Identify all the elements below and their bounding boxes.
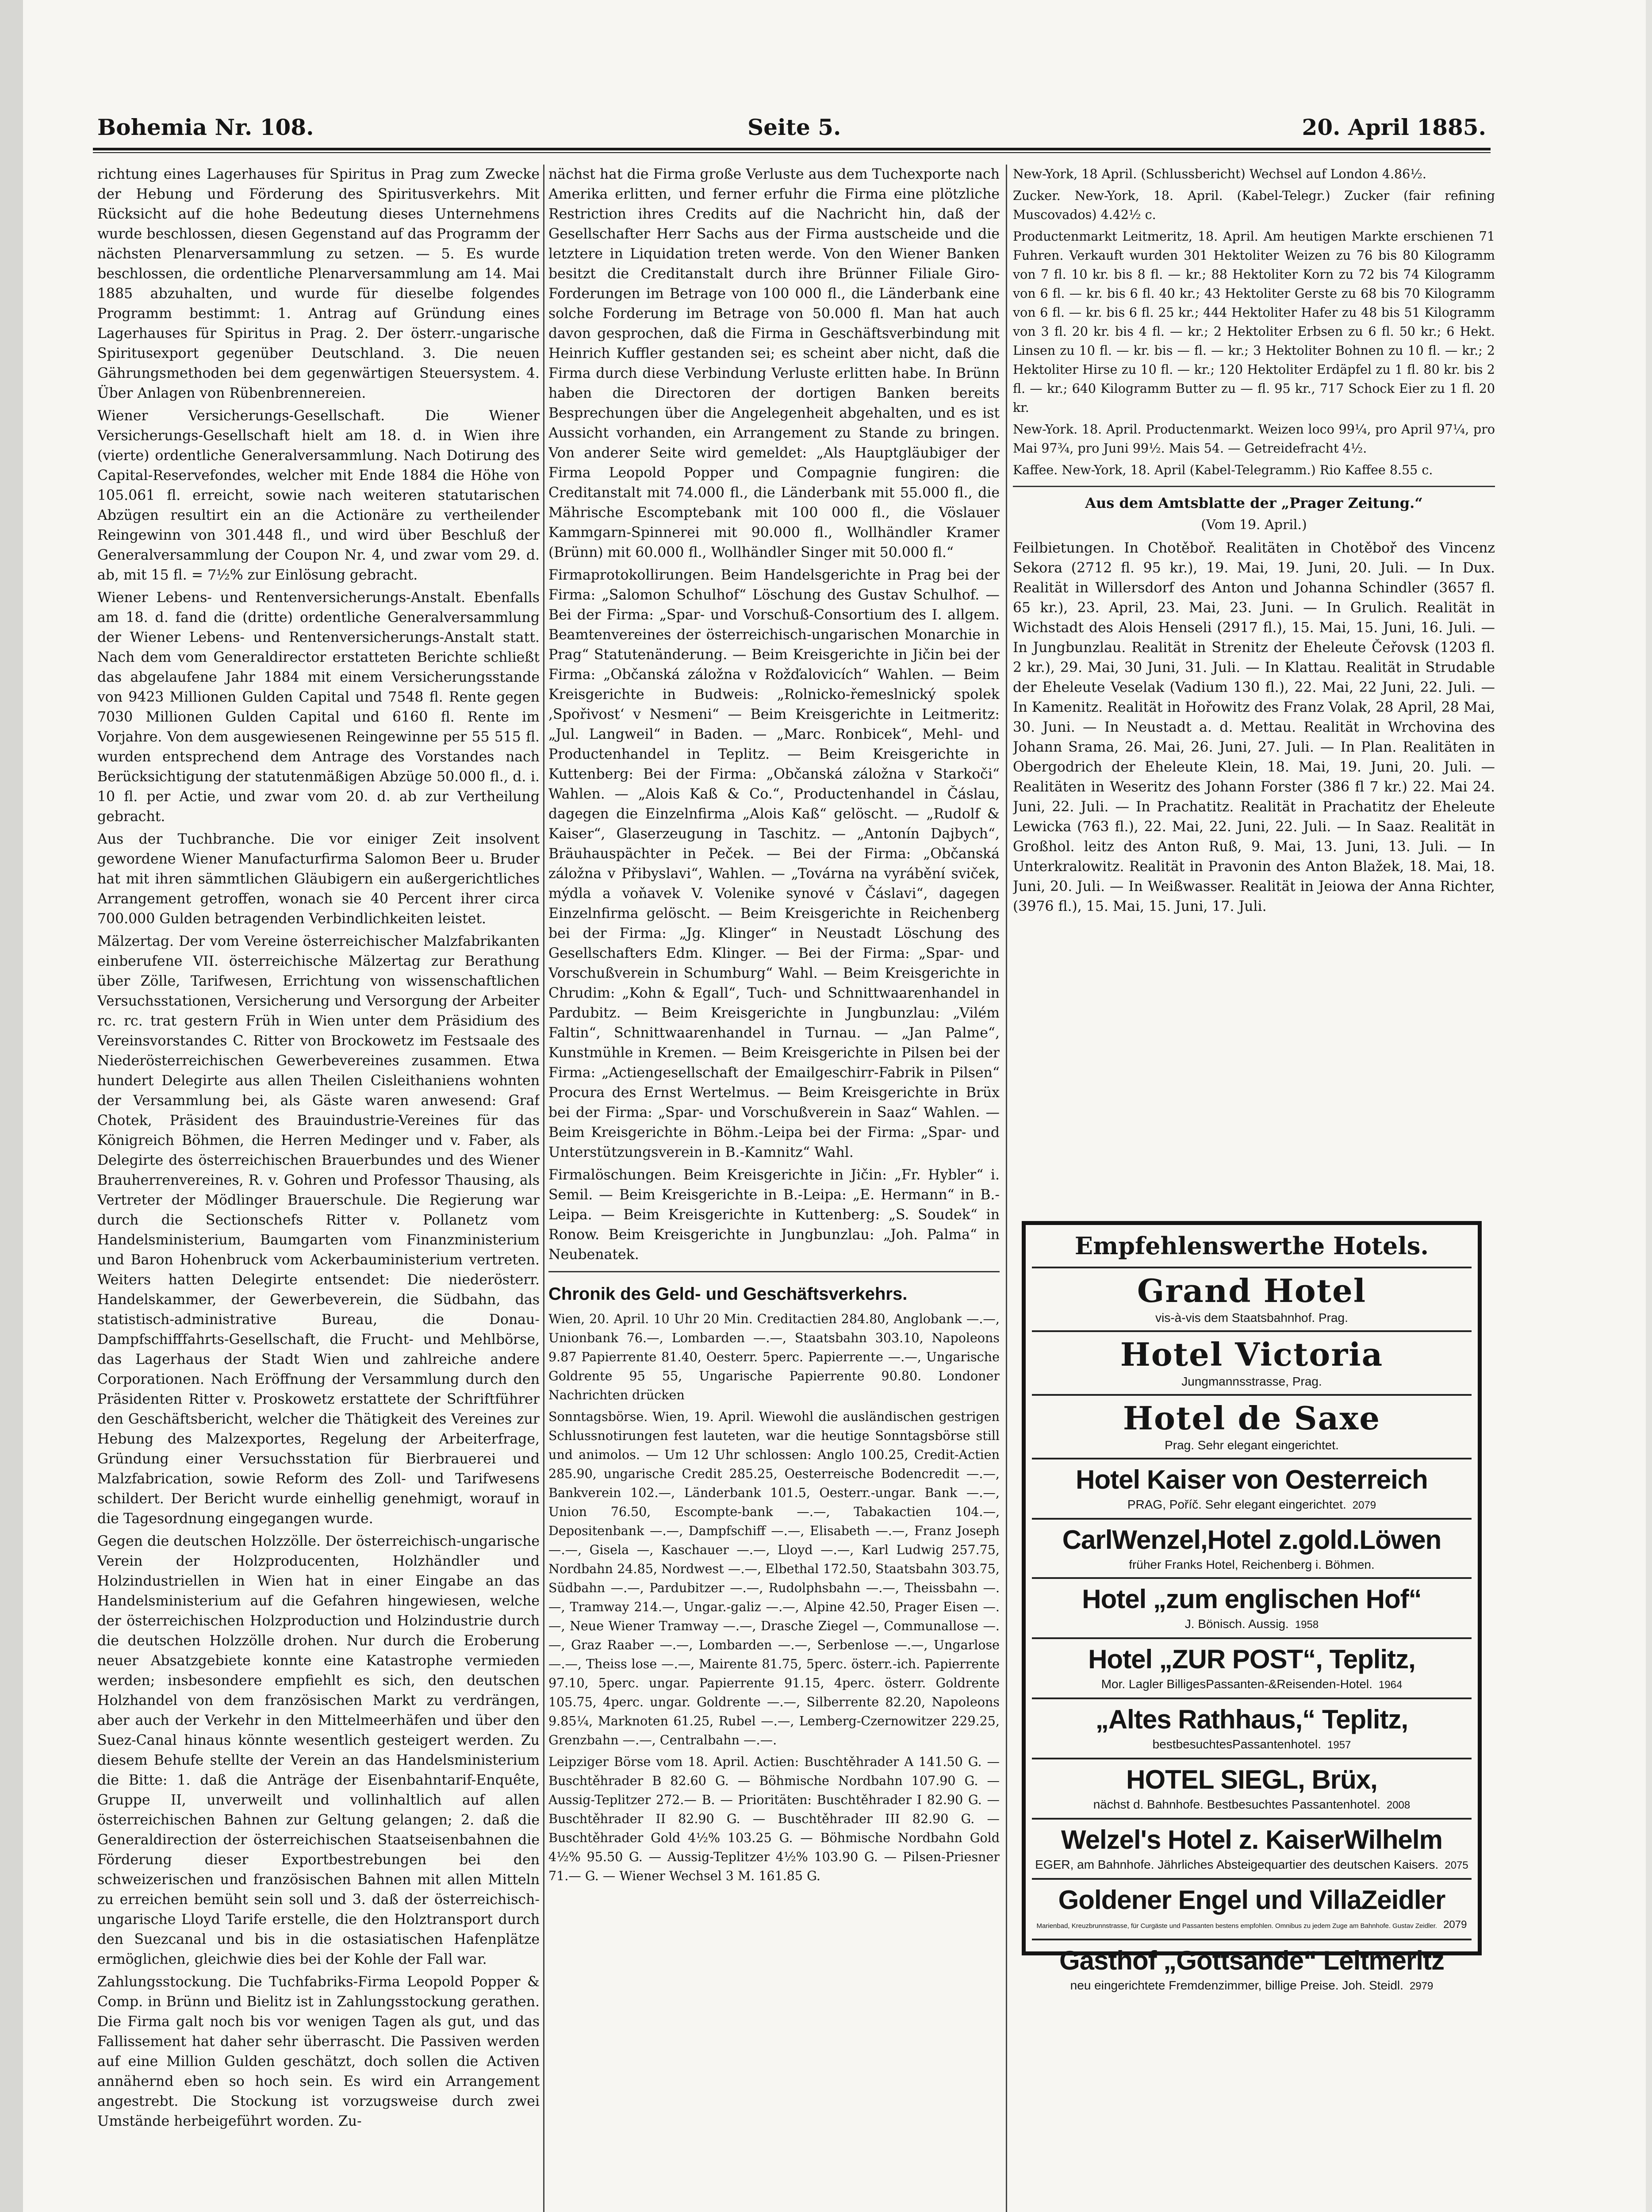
hotel-ad-name: „Altes Rathhaus,“ Teplitz, — [1095, 1705, 1408, 1734]
chronik-wien: Wien, 20. April. 10 Uhr 20 Min. Creditactien 284.80, Anglobank —.—, Unionbank 76.—, Lombarden —.—, Staatsbahn 303.10, Napoleons 9.87 Papierrente 81.40, Oesterr. 5perc. Papierrente —.—, Ungarische Goldrente 95 55, Ungarische Papierrente 90.80. Londoner Nachrichten drücken — [548, 1312, 1000, 1402]
hotel-ad-text: vis-à-vis dem Staatsbahnhof. Prag. — [1155, 1311, 1348, 1325]
chronik-leipzig: Leipziger Börse vom 18. April. Actien: Buschtěhrader A 141.50 G. — Buschtěhrader B 82.60 G. — Böhmische Nordbahn 107.90 G. — Aussig-Teplitzer 272.— B. — Prioritäten: Buschtěhrader I 82.90 G. — Buschtěhrader II 82.90 G. — Buschtěhrader III 82.90 G. — Buschtěhrader Gold 4½% 103.25 G. — Böhmische Nordbahn Gold 4½% 95.50 G. — Aussig-Teplitzer 4½% 103.90 G. — Pilsen-Priesner 71.— G. — Wiener Wechsel 3 M. 161.85 G. — [548, 1755, 1000, 1883]
hotel-ads-list — [1032, 1268, 1472, 1999]
hotel-ad-name: Hotel de Saxe — [1123, 1399, 1381, 1437]
amtsblatt-heading: Aus dem Amtsblatte der „Prager Zeitung.“ — [1085, 495, 1423, 511]
article-spiritus: richtung eines Lagerhauses für Spiritus in Prag zum Zwecke der Hebung und Förderung des Spiritusverkehrs. Mit Rücksicht auf die hohe Bedeutung dieses Unternehmens wurde beschlossen, diesen Gegenstand auf das Programm der nächsten Plenarversammlung zu setzen. — 5. Es wurde beschlossen, die ordentliche Plenarversammlung am 14. Mai 1885 abzuhalten, und wurde für dieselbe folgendes Programm bestimmt: 1. Antrag auf Gründung eines Lagerhauses für Spiritus in Prag. 2. Der österr.-ungarische Spiritusexport gegenüber Deutschland. 3. Die neuen Gährungsmethoden bei dem gegenwärtigen Steuersystem. 4. Über Anlagen von Rübenbrennereien. — [97, 166, 540, 401]
hotel-ad — [1032, 1332, 1472, 1396]
hotel-ad-number: 1957 — [1327, 1739, 1351, 1751]
issue-label: Bohemia Nr. 108. — [97, 114, 314, 140]
hotel-ad-text: Marienbad, Kreuzbrunnstrasse, für Curgäste und Passanten bestens empfohlen. Omnibus zu jedem Zuge am Bahnhofe. Gustav Zeidler. — [1036, 1922, 1437, 1930]
hotel-ad-text: bestbesuchtesPassantenhotel. — [1152, 1737, 1321, 1751]
market-zucker: Zucker. New-York, 18. April. (Kabel-Telegr.) Zucker (fair refining Muscovados) 4.42½ c. — [1013, 188, 1495, 222]
hotel-ad-line — [1032, 1437, 1472, 1453]
hotel-ad-number: 2079 — [1352, 1499, 1376, 1511]
header-rule — [93, 148, 1491, 150]
hotel-ad — [1032, 1759, 1472, 1820]
hotel-ad-number: 2079 — [1443, 1919, 1467, 1931]
hotel-ad-text: J. Bönisch. Aussig. — [1184, 1617, 1289, 1631]
hotel-ad-line — [1032, 1978, 1472, 1994]
hotel-ad-name: Hotel Kaiser von Oesterreich — [1076, 1465, 1428, 1494]
market-newyork-wechsel: New-York, 18 April. (Schlussbericht) Wechsel auf London 4.86½. — [1013, 167, 1426, 181]
hotel-ad-text: nächst d. Bahnhofe. Bestbesuchtes Passantenhotel. — [1093, 1797, 1380, 1811]
scan-edge-right — [1646, 0, 1652, 2212]
hotel-ad — [1032, 1639, 1472, 1699]
hotel-ad-name: CarlWenzel,Hotel z.gold.Löwen — [1062, 1525, 1441, 1555]
column-1 — [97, 165, 540, 2212]
hotel-ad — [1032, 1940, 1472, 1999]
article-tuchbranche: Aus der Tuchbranche. Die vor einiger Zeit insolvent gewordene Wiener Manufacturfirma Salomon Beer u. Bruder hat mit ihren sämmtlichen Gläubigern ein außergerichtliches Arrangement getroffen, wonach sie 40 Percent ihrer circa 700.000 Gulden betragenden Verbindlichkeiten leistet. — [97, 831, 540, 927]
hotel-ad-number: 1958 — [1295, 1619, 1319, 1631]
hotel-ad-text: Jungmannsstrasse, Prag. — [1181, 1375, 1322, 1388]
hotel-ad — [1032, 1820, 1472, 1880]
hotel-ad-line — [1032, 1557, 1472, 1573]
article-firmaloeschungen: Firmalöschungen. Beim Kreisgerichte in Jičin: „Fr. Hybler“ i. Semil. — Beim Kreisgerichte in B.-Leipa: „E. Hermann“ in B.-Leipa. — Beim Kreisgerichte in Kuttenberg: „S. Soudek“ in Ronow. Beim Kreisgerichte in Jungbunzlau: „Joh. Palma“ in Neubenatek. — [548, 1167, 1000, 1263]
article-popper-continued: nächst hat die Firma große Verluste aus dem Tuchexporte nach Amerika erlitten, und ferner erfuhr die Firma eine plötzliche Restriction ihres Credits auf die Nachricht hin, daß der Gesellschafter Herr Sachs aus der Firma austscheide und die letztere in Liquidation treten werde. Von den Wiener Banken besitzt die Creditanstalt durch ihre Brünner Filiale Giro-Forderungen im Betrage von 100 000 fl., die Länderbank eine solche Forderung im Betrage von 50.000 fl. Man hat auch davon gesprochen, daß die Firma in Geschäftsverbindung mit Heinrich Kuffler gestanden sei; es scheint aber nicht, daß die Firma durch diese Verbindung Verluste erlitten habe. In Brünn haben die Directoren der dortigen Banken bereits Besprechungen über die Angelegenheit abgehalten, und es ist Aussicht vorhanden, ein Arrangement zu Stande zu bringen. Von anderer Seite wird gemeldet: „Als Hauptgläubiger der Firma Leopold Popper und Compagnie fungiren: die Creditanstalt mit 74.000 fl., die Länderbank mit 55.000 fl., die Mährische Escomptebank mit 100 000 fl., die Vöslauer Kammgarn-Spinnerei mit 90.000 fl., Wollhändler Kramer (Brünn) mit 60.000 fl., Wollhändler Singer mit 50.000 fl.“ — [548, 166, 1000, 561]
hotel-ad-number: 1964 — [1378, 1679, 1403, 1691]
column-2 — [548, 165, 1000, 2212]
hotel-ad — [1032, 1880, 1472, 1940]
hotel-ad-line — [1032, 1616, 1472, 1633]
scan-edge-left — [0, 0, 23, 2212]
hotel-ad-name: Hotel „zum englischen Hof“ — [1082, 1584, 1422, 1614]
page-number: Seite 5. — [747, 114, 841, 140]
hotel-ad-text: neu eingerichtete Fremdenzimmer, billige Preise. Joh. Steidl. — [1070, 1978, 1403, 1992]
market-kaffee: Kaffee. New-York, 18. April (Kabel-Telegramm.) Rio Kaffee 8.55 c. — [1013, 463, 1433, 477]
hotel-ad-number: 2979 — [1409, 1980, 1434, 1992]
hotel-ad-line — [1032, 1497, 1472, 1513]
section-divider — [1013, 486, 1495, 487]
hotel-ad-line — [1032, 1736, 1472, 1753]
hotel-ad-number: 2075 — [1445, 1859, 1468, 1871]
chronik-sonntagsboerse: Sonntagsbörse. Wien, 19. April. Wiewohl die ausländischen gestrigen Schlussnotirungen fest lauteten, war die heutige Sonntagsbörse still und animolos. — Um 12 Uhr schlossen: Anglo 100.25, Credit-Actien 285.90, ungarische Credit 285.25, Oesterreische Bodencredit —.—, Bankverein 102.—, Länderbank 101.5, Oesterr.-ungar. Bank —.—, Union 76.50, Escompte-bank —.—, Tabakactien 104.—, Depositenbank —.—, Dampfschiff —.—, Elisabeth —.—, Franz Joseph —.—, Gisela —, Kaschauer —.—, Lloyd —.—, Karl Ludwig 257.75, Nordbahn 24.85, Nordwest —.—, Elbethal 172.50, Staatsbahn 303.75, Südbahn —.—, Pardubitzer —.—, Rudolphsbahn —.—, Theissbahn —.—, Tramway 214.—, Ungar.-galiz —.—, Alpine 42.50, Prager Eisen —.—, Neue Wiener Tramway —.—, Drasche Ziegel —, Communallose —.—, Graz Raaber —.—, Lombarden —.—, Serbenlose —.—, Ungarlose —.—, Theiss lose —.—, Mairente 81.75, 5perc. österr.-ich. Papierrente 97.10, 5perc. ungar. Papierrente 91.15, 4perc. österr. Goldrente 105.75, 4perc. ungar. Goldrente —.—, Silberrente 82.20, Napoleons 9.85¼, Marknoten 61.25, Rubel —.—, Lemberg-Czernowitzer 229.25, Grenzbahn —.—, Centralbahn —.—. — [548, 1409, 1000, 1747]
article-wiener-versicherung: Wiener Versicherungs-Gesellschaft. Die Wiener Versicherungs-Gesellschaft hielt am 18. d. in Wien ihre (vierte) ordentliche Generalversammlung. Nach Dotirung des Capital-Reservefondes, welcher mit Ende 1884 die Höhe von 105.061 fl. erreicht, sowie nach weiteren statutarischen Abzügen resultirt ein an die Actionäre zu vertheilender Reingewinn von 301.448 fl., und wird über Beschluß der Generalversammlung der Coupon Nr. 4, und zwar vom 29. d. ab, mit 15 fl. = 7½% zur Einlösung gebracht. — [97, 408, 540, 583]
hotel-ad-name: Hotel „ZUR POST“, Teplitz, — [1088, 1644, 1415, 1674]
hotel-ad-name: Goldener Engel und VillaZeidler — [1058, 1885, 1445, 1915]
hotel-ad-text: Mor. Lagler BilligesPassanten-&Reisenden-Hotel. — [1101, 1677, 1372, 1691]
hotel-ad-line — [1032, 1917, 1472, 1934]
hotel-ads-title: Empfehlenswerthe Hotels. — [1032, 1229, 1472, 1268]
article-maelzertag: Mälzertag. Der vom Vereine österreichischer Malzfabrikanten einberufene VII. österreichische Mälzertag zur Berathung über Zölle, Tarifwesen, Errichtung von wissenschaftlichen Versuchsstationen, Versicherung und Versorgung der Arbeiter rc. rc. trat gestern Früh in Wien unter dem Präsidium des Vereinsvorstandes C. Ritter von Brockowetz im Festsaale des Niederösterreichischen Gewerbevereines zusammen. Etwa hundert Delegirte aus allen Theilen Cisleithaniens wohnten der Versammlung bei, als Gäste waren anwesend: Graf Chotek, Präsident des Brauindustrie-Vereines für das Königreich Böhmen, die Herren Medinger und v. Faber, als Delegirte des österreichischen Brauerbundes und des Wiener Brauherrenvereines, R. v. Gohren und Professor Thausing, als Vertreter der Mödlinger Brauerschule. Die Regierung war durch die Sectionschefs Ritter v. Pollanetz vom Handelsministerium, Baumgarten vom Finanzministerium und Baron Hohenbruck vom Ackerbauministerium vertreten. Weiters hatten Delegirte entsendet: Die niederösterr. Handelskammer, der Gewerbeverein, die Südbahn, das statistisch-administrative Bureau, die Donau-Dampfschifffahrts-Gesellschaft, die Frucht- und Mehlbörse, das Lagerhaus der Stadt Wien und zahlreiche andere Corporationen. Nach Eröffnung der Versammlung durch den Präsidenten Ritter v. Proskowetz erstattete der Schriftführer den Geschäftsbericht, welcher die Thätigkeit des Vereines zur Hebung des Malzexportes, Regelung der Arbeiterfrage, Gründung einer Versuchsstation für Bierbrauerei und Malzfabrication, sowie Reform des Zoll- und Tarifwesens schildert. Der Bericht wurde einhellig genehmigt, worauf in die Tagesordnung eingegangen wurde. — [97, 933, 540, 1527]
hotel-ad-name: HOTEL SIEGL, Brüx, — [1126, 1765, 1377, 1794]
hotel-ad-line — [1032, 1310, 1472, 1326]
column-divider-2 — [1006, 165, 1007, 2212]
feilbietungen-list: Feilbietungen. In Chotěboř. Realitäten in Chotěboř des Vincenz Sekora (2712 fl. 95 kr.), 19. Mai, 19. Juni, 20. Juli. — In Dux. Realität in Willersdorf des Anton und Johanna Schindler (3657 fl. 65 kr.), 23. April, 23. Mai, 23. Juni. — In Grulich. Realität in Wichstadt des Alois Henseli (2917 fl.), 15. Mai, 15. Juni, 16. Juli. — In Jungbunzlau. Realität in Strenitz der Eheleute Čeřovsk (1203 fl. 2 kr.), 29. Mai, 30 Juni, 31. Juli. — In Klattau. Realität in Strudable der Eheleute Veselak (Vadium 130 fl.), 22. Mai, 22 Juni, 22. Juli. — In Kamenitz. Realität in Hořowitz des Franz Volak, 28 April, 28 Mai, 30. Juni. — In Neustadt a. d. Mettau. Realität in Wrchovina des Johann Srama, 26. Mai, 26. Juni, 27. Juli. — In Plan. Realitäten in Obergodrich der Eheleute Klein, 18. Mai, 19. Juni, 20. Juli. — Realitäten in Weseritz des Johann Forster (386 fl 7 kr.) 22. Mai 24. Juni, 22. Juli. — In Prachatitz. Realität in Prachatitz der Eheleute Lewicka (763 fl.), 22. Mai, 22. Juni, 22. Juli. — In Saaz. Realität in Großhol. leitz des Anton Ruß, 9. Mai, 13. Juni, 13. Juli. — In Unterkralowitz. Realität in Pravonin des Anton Blažek, 18. Mai, 18. Juni, 20. Juli. — In Weißwasser. Realität in Jeiowa der Anna Richter, (3976 fl.), 15. Mai, 15. Juni, 17. Juli. — [1013, 540, 1495, 914]
hotel-ad — [1032, 1396, 1472, 1459]
hotel-ads-box — [1022, 1221, 1482, 1992]
hotel-ad-text: Prag. Sehr elegant eingerichtet. — [1165, 1438, 1339, 1452]
hotel-ad-number: 2008 — [1386, 1799, 1411, 1811]
hotel-ad — [1032, 1459, 1472, 1520]
hotel-ad-text: EGER, am Bahnhofe. Jährliches Absteigequartier des deutschen Kaisers. — [1035, 1858, 1439, 1871]
hotel-ad-name: Hotel Victoria — [1120, 1336, 1384, 1373]
section-divider — [548, 1271, 1000, 1272]
hotel-ad-text: PRAG, Poříč. Sehr elegant eingerichtet. — [1127, 1498, 1346, 1511]
hotel-ad — [1032, 1579, 1472, 1639]
hotel-ad-line — [1032, 1797, 1472, 1813]
hotel-ad-name: Welzel's Hotel z. KaiserWilhelm — [1061, 1825, 1442, 1855]
header-rule-thin — [93, 152, 1491, 153]
hotel-ad-line — [1032, 1374, 1472, 1390]
article-firmaprotokollirungen: Firmaprotokollirungen. Beim Handelsgerichte in Prag bei der Firma: „Salomon Schulhof“ Löschung des Gustav Schulhof. — Bei der Firma: „Spar- und Vorschuß-Consortium des I. allgem. Beamtenvereines der österreichisch-ungarischen Monarchie in Prag“ Statutenänderung. — Beim Kreisgerichte in Jičin bei der Firma: „Občanská záložna v Rožďalovicích“ Wahlen. — Beim Kreisgerichte in Budweis: „Rolnicko-řemeslnický spolek ,Spořivost‘ v Nesmeni“ — Beim Kreisgerichte in Leitmeritz: „Jul. Langweil“ in Baden. — „Marc. Ronbicek“, Mehl- und Productenhandel in Teplitz. — Beim Kreisgerichte in Kuttenberg: Bei der Firma: „Občanská záložna v Starkoči“ Wahlen. — „Alois Kaß & Co.“, Productenhandel in Čáslau, dagegen die Einzelnfirma „Alois Kaß“ gelöscht. — „Rudolf & Kaiser“, Glaserzeugung in Taschitz. — „Antonín Dajbych“, Bräuhauspächter in Peček. — Bei der Firma: „Občanská záložna v Přibyslavi“, Wahlen. — „Továrna na vyrábění sviček, mýdla a voňavek V. Volenike synové v Čáslavi“, dagegen Einzelnfirma gelöscht. — Beim Kreisgerichte in Reichenberg bei der Firma: „Jg. Klinger“ in Neustadt Löschung des Gesellschafters Edm. Klinger. — Bei der Firma: „Spar- und Vorschußverein in Schumburg“ Wahl. — Beim Kreisgerichte in Chrudim: „Kohn & Egall“, Tuch- und Schnittwaarenhandel in Pardubitz. — Beim Kreisgerichte in Jungbunzlau: „Vilém Faltin“, Schnittwaarenhandel in Turnau. — „Jan Palme“, Kunstmühle in Kremen. — Beim Kreisgerichte in Pilsen bei der Firma: „Actiengesellschaft der Emailgeschirr-Fabrik in Pilsen“ Procura des Ernst Wertelmus. — Beim Kreisgerichte in Brüx bei der Firma: „Spar- und Vorschußverein in Saaz“ Wahlen. — Beim Kreisgerichte in Böhm.-Leipa bei der Firma: „Spar- und Unterstützungsverein in B.-Kamnitz“ Wahl. — [548, 567, 1000, 1160]
hotel-ad-name: Gasthof „Gottsande“ Leitmeritz — [1059, 1946, 1445, 1975]
chronik-heading: Chronik des Geld- und Geschäftsverkehrs. — [548, 1284, 908, 1304]
hotel-ad — [1032, 1520, 1472, 1579]
hotel-ad-line — [1032, 1857, 1472, 1874]
hotel-ad — [1032, 1268, 1472, 1332]
hotel-ad — [1032, 1699, 1472, 1759]
hotel-ad-line — [1032, 1676, 1472, 1693]
amtsblatt-date: (Vom 19. April.) — [1201, 517, 1307, 533]
article-zahlungsstockung: Zahlungsstockung. Die Tuchfabriks-Firma Leopold Popper & Comp. in Brünn und Bielitz ist in Zahlungsstockung gerathen. Die Firma galt noch bis vor wenigen Tagen als gut, und das Fallissement hat daher sehr überrascht. Die Passiven werden auf eine Million Gulden geschätzt, doch sollen die Activen annähernd eben so hoch sein. Es wird ein Arrangement angestrebt. Die Stockung ist vorzugsweise durch zwei Umstände herbeigeführt worden. Zu- — [97, 1974, 540, 2129]
page-header — [97, 114, 1486, 145]
market-newyork-produkte: New-York. 18. April. Productenmarkt. Weizen loco 99¼, pro April 97¼, pro Mai 97¾, pro Juni 99½. Mais 54. — Getreidefracht 4½. — [1013, 422, 1495, 456]
hotel-ad-name: Grand Hotel — [1137, 1272, 1367, 1310]
article-lebensversicherung: Wiener Lebens- und Rentenversicherungs-Anstalt. Ebenfalls am 18. d. fand die (dritte) ordentliche Generalversammlung der Wiener Lebens- und Rentenversicherungs-Anstalt statt. Nach dem vom Generaldirector erstatteten Berichte schließt das abgelaufene Jahr 1884 mit einem Versicherungsstande von 9423 Millionen Gulden Capital und 7548 fl. Rente gegen 7030 Millionen Gulden Capital und 6160 fl. Rente im Vorjahre. Von dem ausgewiesenen Reingewinne per 55 515 fl. wurden entsprechend dem Antrage des Vorstandes nach Berücksichtigung der statutenmäßigen Abzüge 50.000 fl., d. i. 10 fl. per Actie, und zwar vom 20. d. ab zur Vertheilung gebracht. — [97, 590, 540, 825]
issue-date: 20. April 1885. — [1302, 114, 1486, 140]
article-holzzoelle: Gegen die deutschen Holzzölle. Der österreichisch-ungarische Verein der Holzproducenten, Holzhändler und Holzindustriellen in Wien hat in einer Eingabe an das Handelsministerium auf die Gefahren hingewiesen, welche der österreichischen Holzproduction und Holzindustrie durch die deutschen Holzzölle drohen. Nur durch die Eroberung neuer Absatzgebiete konnte eine Katastrophe vermieden werden; insbesondere empfiehlt es sich, den deutschen Holzhandel von dem französischen Markt zu verdrängen, aber auch der Verkehr in den Mittelmeerhäfen und über den Suez-Canal hinaus könnte wesentlich gesteigert werden. Zu diesem Behufe stellte der Verein an das Handelsministerium die Bitte: 1. daß die Anträge der Eisenbahntarif-Enquête, Gruppe II, unverweilt und vollinhaltlich auf allen österreichischen Bahnen zur Geltung gelangen; 2. daß die Generaldirection der österreichischen Staatseisenbahnen die Förderung dieser Exportbestrebungen bei den schweizerischen und französischen Bahnen mit allen Mitteln zu erreichen bemüht sein soll und 3. daß der österreichisch-ungarische Lloyd Tarife erstelle, die den Holztransport durch den Suezcanal und bis in die ostasiatischen Hafenplätze ermöglichen, gleichwie dies bei der Kohle der Fall war. — [97, 1533, 540, 1967]
hotel-ad-text: früher Franks Hotel, Reichenberg i. Böhmen. — [1129, 1558, 1375, 1571]
column-divider-1 — [543, 165, 544, 2212]
market-leitmeritz: Productenmarkt Leitmeritz, 18. April. Am heutigen Markte erschienen 71 Fuhren. Verkauft wurden 301 Hektoliter Weizen zu 76 bis 80 Kilogramm von 7 fl. 10 kr. bis 8 fl. — kr.; 88 Hektoliter Korn zu 72 bis 74 Kilogramm von 6 fl. — kr. bis 6 fl. 40 kr.; 43 Hektoliter Gerste zu 68 bis 70 Kilogramm von 6 fl. — kr. bis 6 fl. 25 kr.; 444 Hektoliter Hafer zu 48 bis 51 Kilogramm von 3 fl. 20 kr. bis 4 fl. — kr.; 2 Hektoliter Erbsen zu 6 fl. 50 kr.; 6 Hekt. Linsen zu 10 fl. — kr. bis — fl. — kr.; 3 Hektoliter Bohnen zu 10 fl. — kr.; 2 Hektoliter Hirse zu 10 fl. — kr.; 120 Hektoliter Erdäpfel zu 1 fl. 80 kr. bis 2 fl. — kr.; 640 Kilogramm Butter zu — fl. 95 kr., 717 Schock Eier zu 1 fl. 20 kr. — [1013, 229, 1495, 415]
